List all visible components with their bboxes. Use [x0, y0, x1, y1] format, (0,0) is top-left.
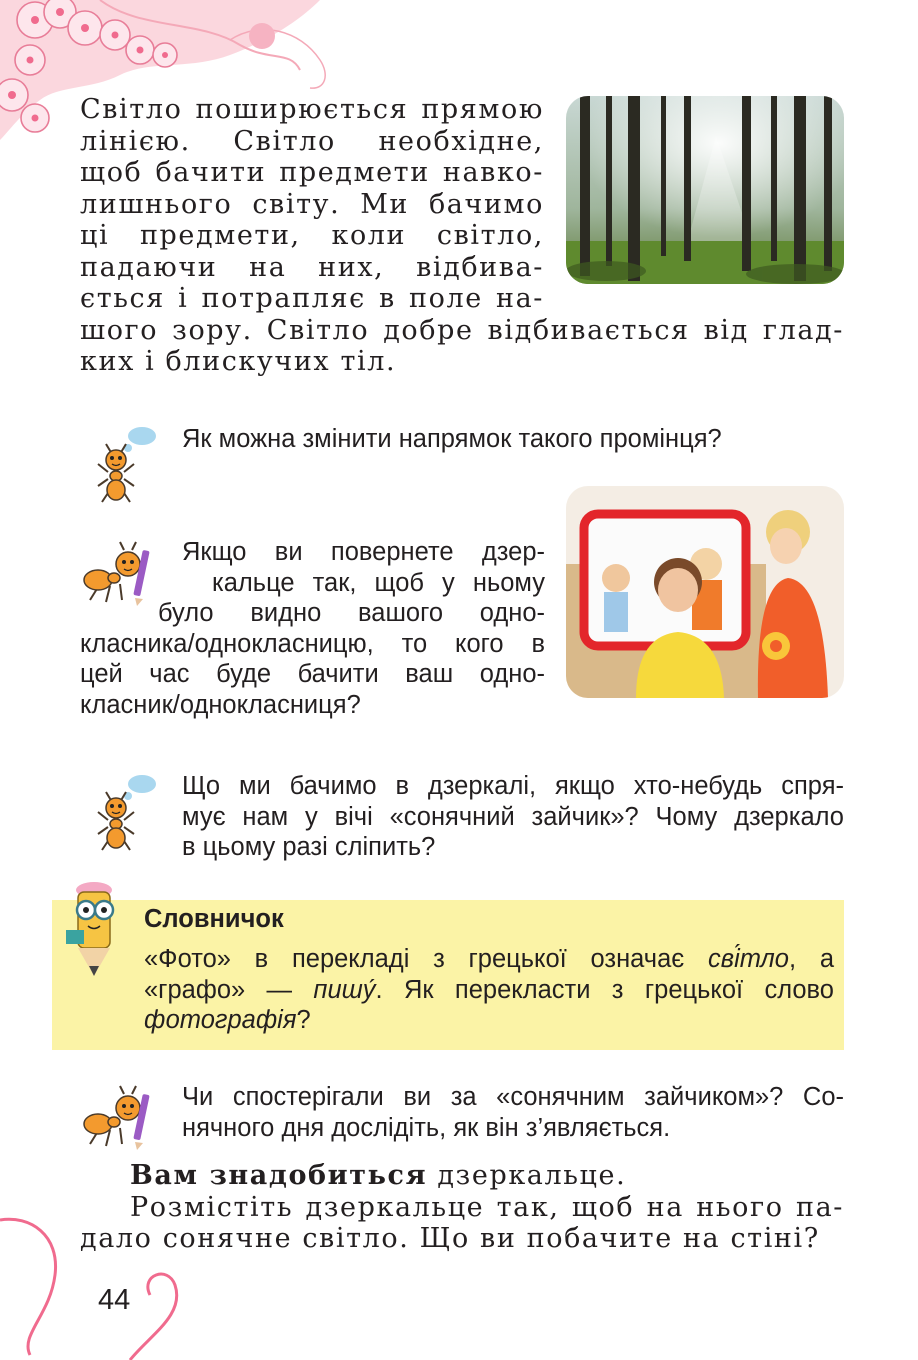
materials-line [80, 1160, 844, 1192]
children-mirror-photo [566, 486, 844, 698]
ant-pencil-icon [80, 1084, 152, 1150]
glossary-line [144, 975, 834, 1006]
glossary-text-part: ? [296, 1006, 311, 1034]
glossary-text-part: . Як перекласти з грецької слово [375, 975, 834, 1004]
glossary-term-pyshu: пишу́ [313, 975, 376, 1004]
glossary-term-svitlo: сві́тло [708, 945, 789, 973]
question-2-line: Якщо ви повернете дзер- [182, 538, 545, 566]
question-4-line: Чи спостерігали ви за «сонячним зайчиком»? Со- [182, 1083, 844, 1111]
question-4-line: нячного дня дослідіть, як він з’являється. [182, 1113, 671, 1142]
question-3-line: в цьому разі сліпить? [182, 833, 436, 861]
ant-thinking-icon [92, 772, 162, 852]
experiment-line: Розмістіть дзеркальце так, щоб на нього па- [130, 1191, 844, 1223]
question-3-line: мує нам у вічі «сонячний зайчик»? Чому дзеркало [182, 802, 844, 831]
intro-line: ких і блискучих тіл. [80, 346, 397, 377]
question-2-line: класника/однокласницю, то кого в [80, 629, 545, 658]
question-2-line: цей час буде бачити ваш одно- [80, 660, 545, 688]
intro-line: ці предмети, коли світло, [80, 220, 544, 251]
intro-line: щоб бачити предмети навко- [80, 157, 544, 188]
question-3-text [182, 771, 844, 863]
question-2-line: було видно вашого одно- [158, 599, 545, 627]
materials-text: дзеркальце. [427, 1160, 627, 1191]
question-3-line: Що ми бачимо в дзеркалі, якщо хто-небудь спря- [182, 772, 844, 800]
glossary-term-fotohrafiia: фотографія [144, 1006, 297, 1034]
glossary-text-part: «Фото» в перекладі з грецької означає [144, 945, 709, 973]
question-2-line: класник/однокласниця? [80, 690, 361, 719]
glossary-title: Словничок [144, 905, 284, 933]
glossary-line [144, 944, 834, 975]
intro-line: Світло поширюється прямою [80, 94, 544, 125]
materials-label: Вам знадобиться [130, 1160, 428, 1191]
intro-line: падаючи на них, відбива- [80, 251, 544, 283]
question-1-text: Як можна змінити напрямок такого промінця? [182, 425, 722, 453]
question-4-text [182, 1082, 844, 1143]
forest-sunlight-photo [566, 96, 844, 284]
intro-line: лінією. Світло необхідне, [80, 125, 544, 157]
glossary-line [144, 1005, 834, 1036]
question-2-line: кальце так, щоб у ньому [212, 568, 545, 597]
glossary-text-part: «графо» — [144, 975, 314, 1004]
intro-line: шого зору. Світло добре відбивається від глад- [80, 314, 844, 346]
intro-line: ється і потрапляє в поле на- [80, 283, 544, 314]
pencil-mascot-icon [64, 878, 134, 978]
experiment-line: дало сонячне світло. Що ви побачите на стіні? [80, 1223, 820, 1254]
page-number: 44 [98, 1284, 131, 1316]
ant-thinking-icon [92, 424, 162, 504]
glossary-text-part: , а [789, 945, 834, 973]
question-2-text [80, 537, 545, 720]
glossary-text [144, 944, 834, 1036]
intro-line: лишнього світу. Ми бачимо [80, 188, 544, 220]
